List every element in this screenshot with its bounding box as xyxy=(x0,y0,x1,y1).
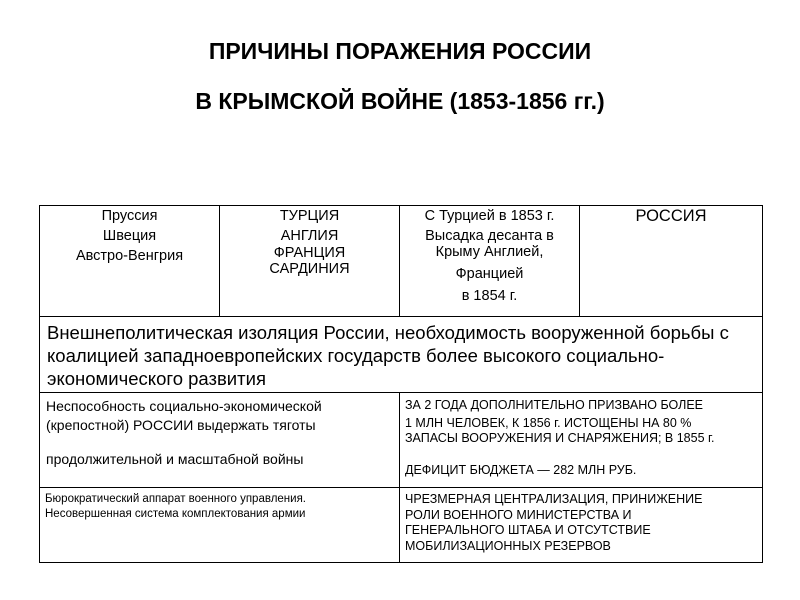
page-title-line1: ПРИЧИНЫ ПОРАЖЕНИЯ РОССИИ xyxy=(208,38,592,64)
page-title-line2: В КРЫМСКОЙ ВОЙНЕ (1853-1856 гг.) xyxy=(195,88,605,114)
economy-fact-line: ДЕФИЦИТ БЮДЖЕТА — 282 МЛН РУБ. xyxy=(405,462,637,477)
war-event-line: С Турцией в 1853 г. xyxy=(424,208,555,224)
administration-fact-line: РОЛИ ВОЕННОГО МИНИСТЕРСТВА И xyxy=(405,507,632,522)
administration-reason-cell xyxy=(40,488,400,563)
neutral-states-cell xyxy=(40,206,220,317)
isolation-cell xyxy=(40,317,763,393)
isolation-text: Внешнеполитическая изоляция России, необходимость вооруженной борьбы с коалицией западноевропейских государств более высокого социально-экономического развития xyxy=(47,322,729,389)
war-event-line: Францией xyxy=(455,266,524,282)
coalition-states-cell xyxy=(220,206,400,317)
war-event-line: в 1854 г. xyxy=(461,288,518,304)
table-row-economy xyxy=(40,393,763,488)
economy-reason-cell xyxy=(40,393,400,488)
economy-fact-line: 1 МЛН ЧЕЛОВЕК, К 1856 г. ИСТОЩЕНЫ НА 80 % xyxy=(405,415,692,430)
economy-reason-line: продолжительной и масштабной войны xyxy=(46,451,304,467)
coalition-state: АНГЛИЯ xyxy=(280,228,339,244)
table-row-participants xyxy=(40,206,763,317)
neutral-state: Швеция xyxy=(102,228,157,244)
economy-fact-line: ЗАПАСЫ ВООРУЖЕНИЯ И СНАРЯЖЕНИЯ; В 1855 г. xyxy=(405,431,715,445)
economy-reason-line: (крепостной) РОССИИ выдержать тяготы xyxy=(46,417,316,433)
russia-cell xyxy=(580,206,763,317)
war-event-line: Крыму Англией, xyxy=(435,244,544,260)
causes-table xyxy=(39,205,763,563)
administration-fact-line: МОБИЛИЗАЦИОННЫХ РЕЗЕРВОВ xyxy=(405,538,611,553)
war-events-cell xyxy=(400,206,580,317)
economy-fact-line: ЗА 2 ГОДА ДОПОЛНИТЕЛЬНО ПРИЗВАНО БОЛЕЕ xyxy=(405,398,704,412)
coalition-state: САРДИНИЯ xyxy=(269,261,350,277)
table-row-administration xyxy=(40,488,763,563)
coalition-state: ТУРЦИЯ xyxy=(279,208,340,224)
administration-fact-line: ЧРЕЗМЕРНАЯ ЦЕНТРАЛИЗАЦИЯ, ПРИНИЖЕНИЕ xyxy=(405,492,703,506)
neutral-state: Австро-Венгрия xyxy=(75,248,184,264)
coalition-state: ФРАНЦИЯ xyxy=(273,245,346,261)
administration-reason-line: Бюрократический аппарат военного управления. xyxy=(45,493,307,505)
economy-reason-line: Неспособность социально-экономической xyxy=(46,398,322,414)
russia-label: РОССИЯ xyxy=(635,207,707,225)
table-row-isolation xyxy=(40,317,763,393)
administration-reason-line: Несовершенная система комплектования армии xyxy=(45,508,306,520)
administration-fact-line: ГЕНЕРАЛЬНОГО ШТАБА И ОТСУТСТВИЕ xyxy=(405,523,651,537)
neutral-state: Пруссия xyxy=(101,208,158,224)
administration-facts-cell xyxy=(400,488,763,563)
war-event-line: Высадка десанта в xyxy=(425,228,554,244)
economy-facts-cell xyxy=(400,393,763,488)
